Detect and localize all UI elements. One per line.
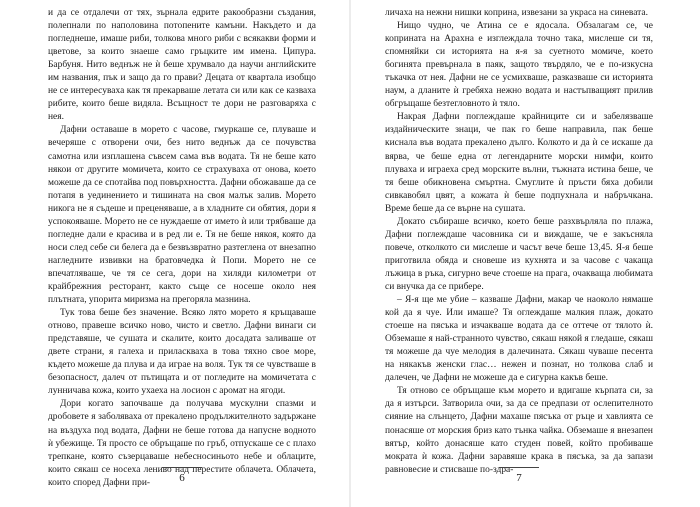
right-paragraph-2: Нищо чудно, че Атина се е ядосала. Обзалагам се, че коприната на Арахна е изглеждала точно така, мислеше си тя, спомняйки си историята на я-я за суетното момиче, което богинята превърнала в паяк, защото твърдяло, че е по-изкусна тъкачка от нея. Дафни не се усмихваше, разказваше си историята наум, а дланите ѝ гребяха нежно водата и настъпващият прилив обгръщаше безтегловното ѝ тяло.	[385, 21, 653, 110]
left-paragraph-1: и да се отдалечи от тях, зърнала едрите ракообразни създания, полепнали по наполовина потопените камъни. Накъдето и да погледнеше, имаше риби, толкова много риби с всякакви форми и цветове, за които знаеше само гръцките им имена. Ципура. Барбуня. Нито веднъж не ѝ беше хрумвало да научи английските им названия, пък и защо да го прави? Децата от квартала изобщо не се интересуваха как тя прекарваше летата си или как се казваха рибите, които беше видяла. Всъщност те дори не разговаряха с нея.	[48, 8, 316, 123]
left-page-text	[48, 7, 316, 490]
book-gutter	[349, 0, 351, 507]
right-page-number: 7	[516, 472, 522, 484]
left-paragraph-3: Тук това беше без значение. Всяко лято морето я кръщаваше отново, правеше всичко ново, чисто и светло. Дафни винаги си представяше, че сушата и скалите, които досадата заливаше от двете страни, я галеха и приласкваха в това тяхно свое море, където можеше да плува и да играе на воля. Тук тя се чувстваше в безопасност, далеч от пътищата и от погледите на момичетата с лунничава кожа, които ухаеха на лосион с аромат на ягоди.	[48, 308, 316, 397]
right-paragraph-1: личаха на нежни нишки коприна, извезани за украса на синевата.	[385, 8, 648, 18]
left-folio-rule	[162, 467, 202, 468]
left-paragraph-2: Дафни оставаше в морето с часове, гмуркаше се, плуваше и вечеряше с отворени очи, без нито веднъж да се почувства самотна или изплашена съвсем сама във водата. Тя не беше като някои от другите момичета, които се страхуваха от онова, което можеше да се спотайва под повърхността. Дафни обожаваше да се потапя в уединението и тишината на своя малък залив. Морето никога не я съдеше и преценяваше, а в хладните си обятия, дори я успокояваше. Морето не се нуждаеше от името ѝ или трябваше да погледне дали е красива и в ред ли е. Тя не беше някоя, която да носи след себе си белега да е безвъзвратно разтеглена от внезапно нагледните извивки на братовчедка ѝ Попи. Морето не се впечатляваше, че тя се сега, дори на хиляди километри от крайбрежния ресторант, както съще се носеше около нея плътната, упорита миризма на прегоряла мазнина.	[48, 125, 316, 306]
right-paragraph-6: Тя отново се обръщаше към морето и вдигаше кърпата си, за да я изтърси. Затворила очи, за да се предпази от ослепителното сияние на слънцето, Дафни махаше пясъка от ръце и хавлията се понасяше от морския бриз като тънка чайка. Обземаше я внезапен вятър, който донасяше като студен повей, който пробиваше мократа ѝ кожа. Дафни заравяше крака в пясъка, за да запази равновесие и стисваше по-здра-	[385, 386, 653, 475]
left-page-number: 6	[179, 472, 185, 484]
right-folio-rule	[499, 467, 539, 468]
right-paragraph-3: Накрая Дафни поглеждаше крайниците си и забелязваше издайническите знаци, че пак го беше направила, пак беше киснала във водата прекалено дълго. Колкото и да ѝ се искаше да вярва, че беше една от легендарните морски нимфи, които плуваха и играеха сред морските вълни, тъжната истина беше, че тя беше обикновена смъртна. Смуглите ѝ пръсти бяха добили сивкавобял цвят, а кожата ѝ беше подпухнала и набръчкана. Време беше да се върне на сушата.	[385, 112, 653, 214]
right-page-text	[385, 7, 653, 477]
right-paragraph-5: – Я-я ще ме убие – казваше Дафни, макар че наоколо нямаше кой да я чуе. Или имаше? Тя оглеждаше малкия плаж, докато стоеше на пясъка и изчакваше водата да се оттече от тялото ѝ. Обземаше я най-странното чувство, сякаш някой я гледаше, сякаш тя можеше да чуе мелодия в далечината. Сякаш чуваше песента на някакъв женски глас… нежен и познат, но толкова слаб и далечен, че Дафни не можеше да е сигурна какъв беше.	[385, 295, 653, 384]
left-paragraph-4: Дори когато започваше да получава мускулни спазми и дробовете я заболяваха от прекалено продължителното задържане на въздуха под водата, Дафни не беше готова да напусне водното ѝ убежище. Тя просто се обръщаше по гръб, отпускаше се с плахо трепкане, която съзерцаваше небесносиньото небе и облаците, които сякаш се носеха лениво над перестите облачета. Облачета, които според Дафни при-	[48, 399, 316, 488]
right-paragraph-4: Докато събираше всичко, което беше разхвърляла по плажа, Дафни поглеждаше часовника си и виждаше, че е закъсняла повече, отколкото си мислеше и часът вече беше 13,45. Я-я беше приготвила обяда и сновеше из кухнята и за часове с чакаща лъжица в ръка, сигурно вече стоеше на прага, очакваща любимата си внучка да се прибере.	[385, 216, 653, 292]
